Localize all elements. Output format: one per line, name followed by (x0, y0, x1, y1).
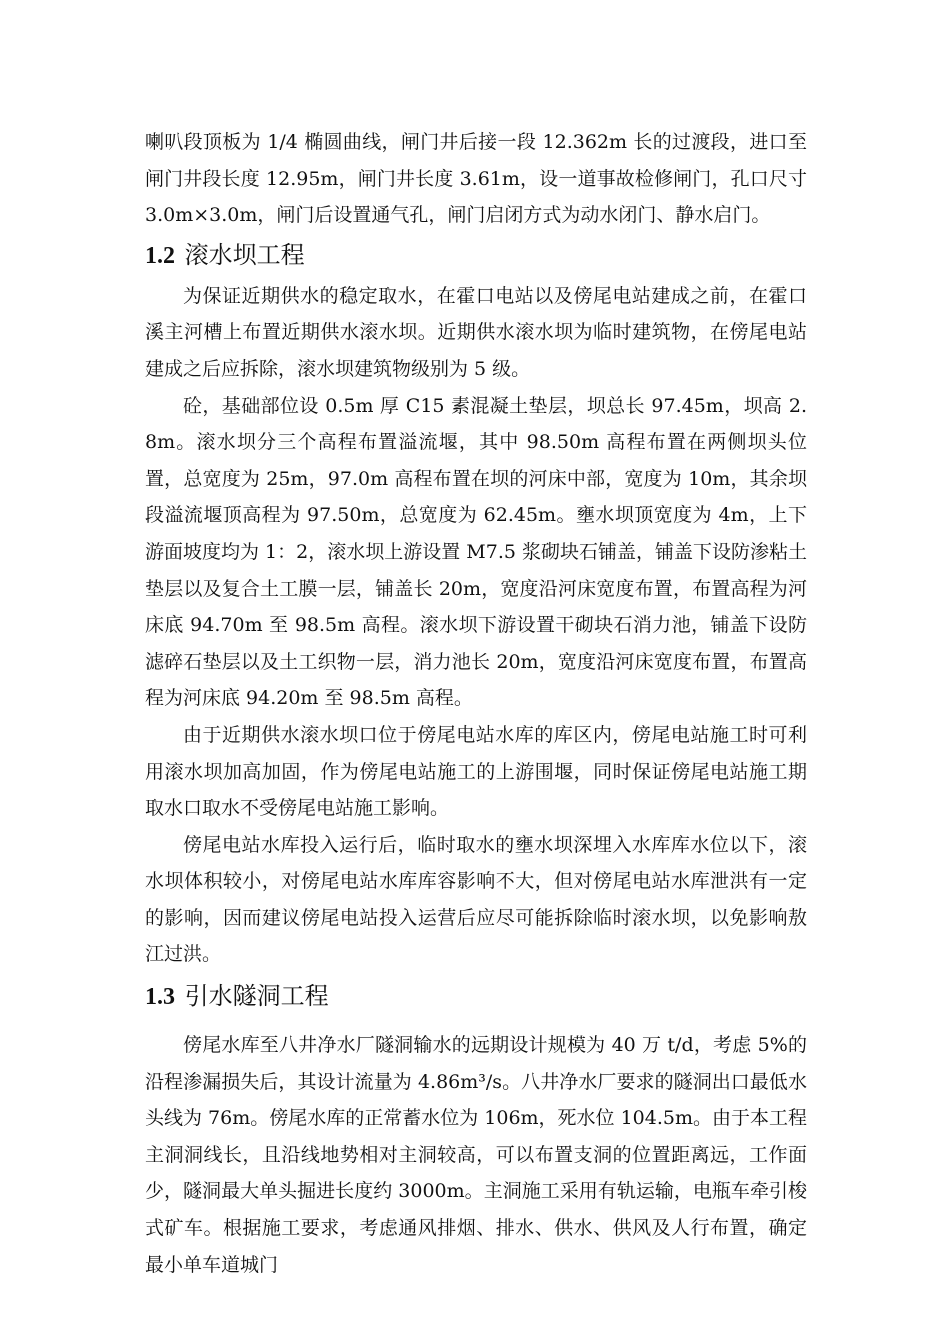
section-heading-1-3 (145, 976, 807, 1017)
body-paragraph: 傍尾电站水库投入运行后，临时取水的壅水坝深埋入水库库水位以下，滚水坝体积较小，对傍尾电站水库库容影响不大，但对傍尾电站水库泄洪有一定的影响，因而建议傍尾电站投入运营后应尽可能拆除临时滚水坝，以免影响敖江过洪。 (145, 833, 807, 966)
section-heading-1-2 (145, 235, 807, 276)
document-page (145, 124, 807, 1283)
body-paragraph: 为保证近期供水的稳定取水，在霍口电站以及傍尾电站建成之前，在霍口溪主河槽上布置近期供水滚水坝。近期供水滚水坝为临时建筑物，在傍尾电站建成之后应拆除，滚水坝建筑物级别为 5 级。 (145, 284, 807, 380)
intro-paragraph: 喇叭段顶板为 1/4 椭圆曲线，闸门井后接一段 12.362m 长的过渡段，进口至闸门井段长度 12.95m，闸门井长度 3.61m，设一道事故检修闸门，孔口尺寸 3.0m×3.0m，闸门后设置通气孔，闸门启闭方式为动水闭门、静水启门。 (145, 131, 807, 227)
body-paragraph: 由于近期供水滚水坝口位于傍尾电站水库的库区内，傍尾电站施工时可利用滚水坝加高加固，作为傍尾电站施工的上游围堰，同时保证傍尾电站施工期取水口取水不受傍尾电站施工影响。 (145, 723, 807, 820)
body-paragraph: 砼，基础部位设 0.5m 厚 C15 素混凝土垫层，坝总长 97.45m，坝高 2.8m。滚水坝分三个高程布置溢流堰，其中 98.50m 高程布置在两侧坝头位置，总宽度为 25m，97.0m 高程布置在坝的河床中部，宽度为 10m，其余坝段溢流堰顶高程为 97.50m，总宽度为 62.45m。壅水坝顶宽度为 4m，上下游面坡度均为 1：2，滚水坝上游设置 M7.5 浆砌块石铺盖，铺盖下设防渗粘土垫层以及复合土工膜一层，铺盖长 20m，宽度沿河床宽度布置，布置高程为河床底 94.70m 至 98.5m 高程。滚水坝下游设置干砌块石消力池，铺盖下设防滤碎石垫层以及土工织物一层，消力池长 20m，宽度沿河床宽度布置，布置高程为河床底 94.20m 至 98.5m 高程。 (145, 394, 807, 710)
section-title: 滚水坝工程 (184, 240, 305, 269)
section-title: 引水隧洞工程 (184, 982, 329, 1011)
section-number: 1.2 (145, 242, 175, 269)
section-number: 1.3 (145, 984, 175, 1011)
body-paragraph: 傍尾水库至八井净水厂隧洞输水的远期设计规模为 40 万 t/d，考虑 5%的沿程渗漏损失后，其设计流量为 4.86m³/s。八井净水厂要求的隧洞出口最低水头线为 76m。傍尾水库的正常蓄水位为 106m，死水位 104.5m。由于本工程主洞洞线长，且沿线地势相对主洞较高，可以布置支洞的位置距离远，工作面少，隧洞最大单头掘进长度约 3000m。主洞施工采用有轨运输，电瓶车牵引梭式矿车。根据施工要求，考虑通风排烟、排水、供水、供风及人行布置，确定最小单车道城门 (145, 1034, 808, 1276)
